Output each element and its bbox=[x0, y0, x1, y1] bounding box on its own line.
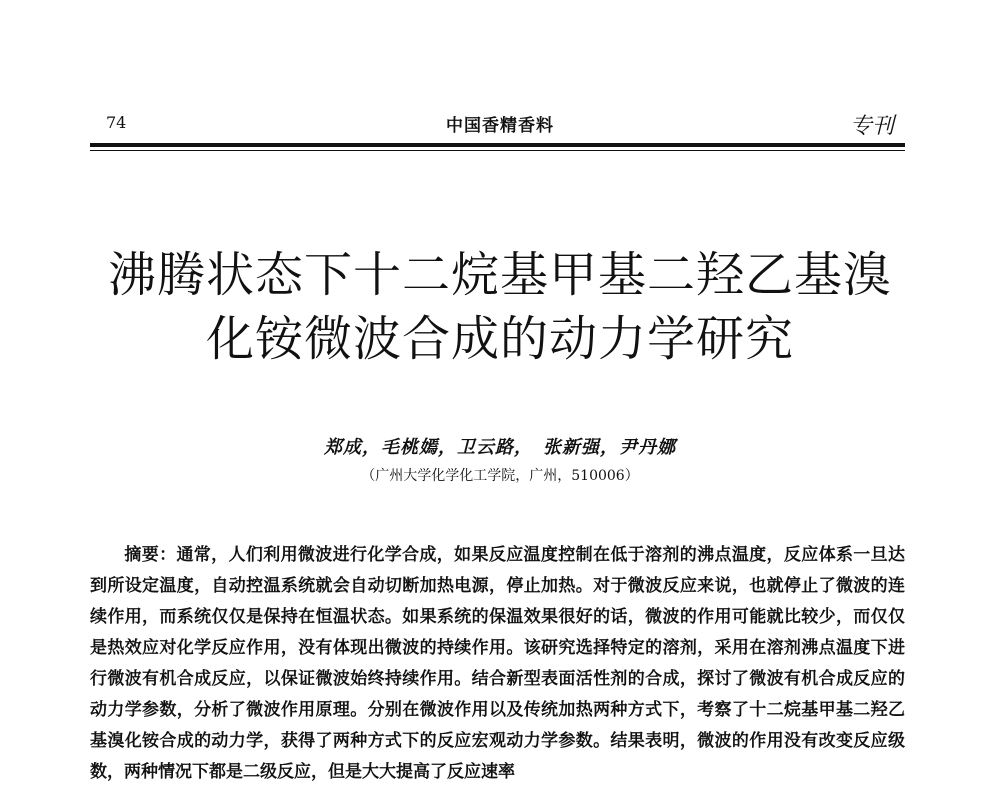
title-line-1: 沸腾状态下十二烷基甲基二羟乙基溴 bbox=[107, 247, 892, 303]
abstract-text: 通常，人们利用微波进行化学合成，如果反应温度控制在低于溶剂的沸点温度，反应体系一旦达到所设定温度，自动控温系统就会自动切断加热电源，停止加热。对于微波反应来说，也就停止了微波的连续作用，而系统仅仅是保持在恒温状态。如果系统的保温效果很好的话，微波的作用可能就比较少，而仅仅是热效应对化学反应作用，没有体现出微波的持续作用。该研究选择特定的溶剂，采用在溶剂沸点温度下进行微波有机合成反应，以保证微波始终持续作用。结合新型表面活性剂的合成，探讨了微波有机合成反应的动力学参数，分析了微波作用原理。分别在微波作用以及传统加热两种方式下，考察了十二烷基甲基二羟乙基溴化铵合成的动力学，获得了两种方式下的反应宏观动力学参数。结果表明，微波的作用没有改变反应级数，两种情况下都是二级反应，但是大大提高了反应速率 bbox=[90, 545, 906, 782]
header-rule-thick bbox=[90, 143, 905, 147]
authors: 郑成，毛桃嫣，卫云路， 张新强，尹丹娜 bbox=[324, 437, 676, 458]
issue-label: 专刊 bbox=[849, 114, 894, 139]
page-number: 74 bbox=[106, 113, 127, 132]
title-line-2: 化铵微波合成的动力学研究 bbox=[205, 311, 794, 367]
article-title bbox=[60, 243, 940, 371]
journal-name: 中国香精香料 bbox=[446, 116, 554, 136]
affiliation: （广州大学化学化工学院，广州，510006） bbox=[361, 468, 639, 484]
abstract bbox=[90, 540, 905, 788]
header-rule-thin bbox=[90, 150, 905, 151]
abstract-label: 摘要： bbox=[124, 545, 177, 565]
